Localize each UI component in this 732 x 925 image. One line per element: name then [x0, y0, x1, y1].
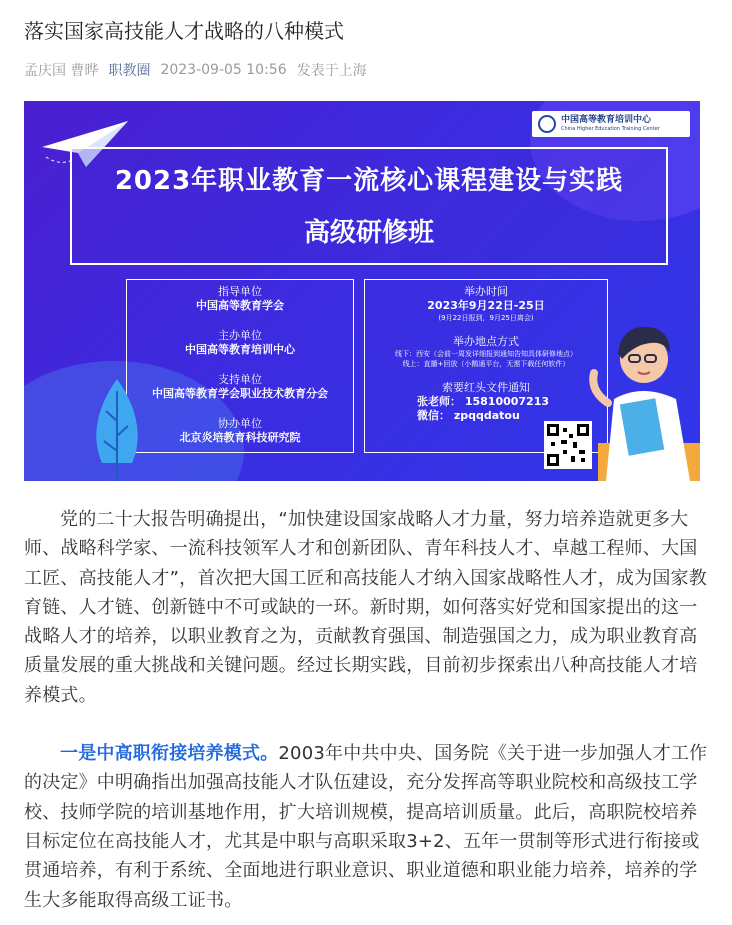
tree-decoration-icon [82, 371, 152, 481]
publish-time: 2023-09-05 10:56 [160, 62, 287, 78]
host-value: 中国高等教育培训中心 [185, 343, 295, 356]
host-label: 主办单位 [218, 329, 262, 342]
place-online: 线上：直播+回放（小鹅通平台，无需下载任何软件） [402, 360, 570, 368]
article-title: 落实国家高技能人才战略的八种模式 [24, 19, 344, 43]
publish-location: 发表于上海 [296, 63, 367, 79]
place-label: 举办地点方式 [453, 335, 519, 348]
guide-value: 中国高等教育学会 [196, 299, 284, 312]
contact-phone: 张老师： 15810007213 [417, 395, 550, 408]
article-meta [24, 60, 708, 80]
guide-label: 指导单位 [218, 285, 262, 298]
banner-headline-box [70, 147, 668, 265]
time-value: 2023年9月22日-25日 [427, 299, 545, 312]
cohost-label: 协办单位 [218, 417, 262, 430]
support-value: 中国高等教育学会职业技术教育分会 [152, 387, 328, 400]
contact-wechat: 微信： zpqqdatou [417, 409, 520, 422]
time-note: (9月22日报到，9月25日离会) [438, 314, 534, 322]
paragraph-lead-highlight: 一是中高职衔接培养模式。 [60, 743, 279, 765]
support-label: 支持单位 [218, 373, 262, 386]
logo-emblem-icon [538, 115, 556, 133]
paragraph [24, 739, 708, 915]
place-offline: 线下：西安（会前一周发详细报到通知告知具体研修地点） [395, 350, 577, 358]
teacher-illustration [584, 303, 700, 481]
author-names: 孟庆国 曹晔 [24, 63, 99, 79]
banner-headline: 2023年职业教育一流核心课程建设与实践 [114, 166, 624, 196]
banner-subheadline: 高级研修班 [303, 218, 434, 248]
contact-label: 索要红头文件通知 [442, 381, 530, 394]
paragraph: 党的二十大报告明确提出，“加快建设国家战略人才力量，努力培养造就更多大师、战略科学家、一流科技领军人才和创新团队、青年科技人才、卓越工程师、大国工匠、高技能人才”，首次把大国工匠和高技能人才纳入国家战略性人才，成为国家教育链、人才链、创新链中不可或缺的一环。新时期，如何落实好党和国家提出的这一战略人才的培养，以职业教育之为，贡献教育强国、制造强国之力，成为职业教育高质量发展的重大挑战和关键问题。经过长期实践，目前初步探索出八种高技能人才培养模式。 [24, 509, 707, 706]
organizers-panel [126, 279, 354, 453]
article-body [24, 505, 708, 915]
training-center-logo [532, 111, 690, 137]
paragraph-text: 2003年中共中央、国务院《关于进一步加强人才工作的决定》中明确指出加强高技能人才队伍建设，充分发挥高等职业院校和高级技工学校、技师学院的培训基地作用，扩大培训规模，提高培训质量。此后，高职院校培养目标定位在高技能人才，尤其是中职与高职采取3+2、五年一贯制等形式进行衔接或贯通培养，有利于系统、全面地进行职业意识、职业道德和职业能力培养，培养的学生大多能取得高级工证书。 [24, 743, 708, 911]
banner-image[interactable] [24, 101, 700, 481]
logo-english-name: China Higher Education Training Center [561, 126, 660, 132]
time-label: 举办时间 [464, 285, 508, 298]
cohost-value: 北京炎培教育科技研究院 [179, 431, 301, 444]
account-link[interactable]: 职教圈 [108, 63, 151, 79]
logo-chinese-name: 中国高等教育培训中心 [561, 115, 652, 125]
